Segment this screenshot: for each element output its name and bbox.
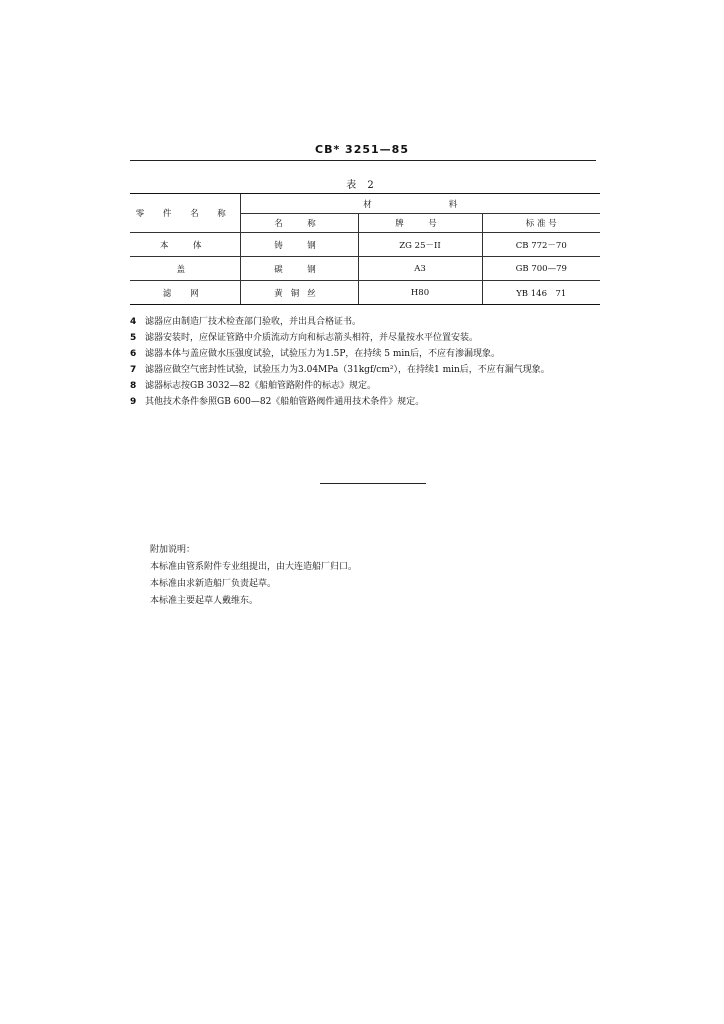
note-number: 8	[130, 381, 137, 391]
table-row	[130, 257, 600, 281]
header-material-standard: 标 准 号	[482, 214, 600, 233]
materials-table	[130, 193, 600, 305]
row-material-name: 铸 钢	[240, 233, 358, 257]
note-item	[130, 330, 600, 346]
row-material-standard: CB 772－70	[482, 233, 600, 257]
note-item	[130, 346, 600, 362]
row-material-grade: H80	[358, 281, 482, 305]
note-number: 6	[130, 349, 137, 359]
row-part: 盖	[130, 257, 240, 281]
note-number: 9	[130, 397, 137, 407]
row-part: 本 体	[130, 233, 240, 257]
row-material-grade: A3	[358, 257, 482, 281]
note-text: 滤器应由制造厂技术检查部门验收，并出具合格证书。	[145, 317, 362, 327]
table-row	[130, 233, 600, 257]
row-material-name: 碳 钢	[240, 257, 358, 281]
note-text: 滤器安装时，应保证管路中介质流动方向和标志箭头相符，并尽量按水平位置安装。	[145, 333, 479, 343]
note-item	[130, 394, 600, 410]
row-material-standard: YB 146 71	[482, 281, 600, 305]
table-header-row	[130, 194, 600, 214]
note-text: 滤器本体与盖应做水压强度试验，试验压力为1.5P，在持续 5 min后，不应有渗漏现象。	[145, 349, 501, 359]
header-material-name: 名 称	[240, 214, 358, 233]
standard-code-header: CB* 3251—85	[315, 143, 409, 156]
addendum-line: 本标准由求新造船厂负责起草。	[150, 579, 277, 589]
note-text: 滤器标志按GB 3032—82《船舶管路附件的标志》规定。	[145, 381, 377, 391]
end-rule	[320, 483, 426, 484]
row-material-grade: ZG 25－II	[358, 233, 482, 257]
header-rule	[130, 160, 596, 161]
addendum-line: 本标准主要起草人戴维东。	[150, 596, 259, 606]
header-material: 材 料	[240, 194, 600, 214]
row-material-name: 黄铜丝	[240, 281, 358, 305]
note-number: 7	[130, 365, 137, 375]
addendum-title: 附加说明：	[150, 545, 196, 555]
header-material-grade: 牌 号	[358, 214, 482, 233]
note-text: 其他技术条件参照GB 600—82《船舶管路阀件通用技术条件》规定。	[145, 397, 425, 407]
addendum-line: 本标准由管系附件专业组提出，由大连造船厂归口。	[150, 562, 358, 572]
note-item	[130, 362, 600, 378]
table-caption: 表 2	[346, 180, 378, 191]
technical-notes	[130, 314, 600, 410]
note-item	[130, 378, 600, 394]
addendum	[150, 542, 357, 610]
note-number: 5	[130, 333, 137, 343]
row-material-standard: GB 700—79	[482, 257, 600, 281]
header-part-name: 零 件 名 称	[130, 194, 240, 233]
note-number: 4	[130, 317, 137, 327]
note-text: 滤器应做空气密封性试验，试验压力为3.04MPa（31kgf/cm²），在持续1 min后，不应有漏气现象。	[145, 365, 550, 375]
note-item	[130, 314, 600, 330]
row-part: 滤 网	[130, 281, 240, 305]
table-row	[130, 281, 600, 305]
